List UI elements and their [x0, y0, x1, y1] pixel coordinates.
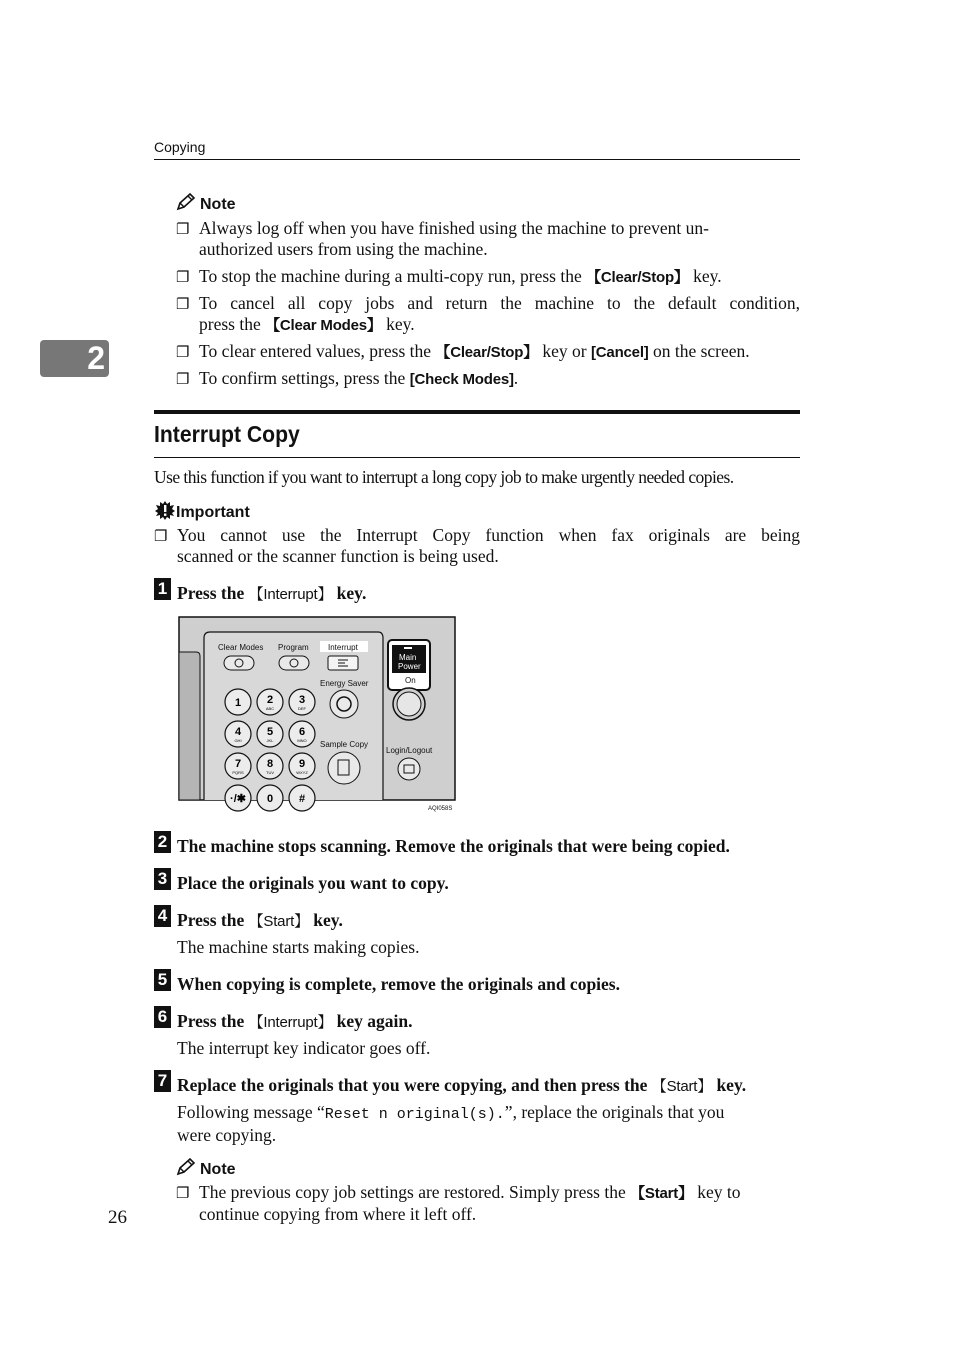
step-detail: Following message “Reset n original(s).”, replace the originals that you were copying. [177, 1102, 725, 1145]
keypad-digit: 8 [266, 758, 274, 770]
pencil-icon [176, 1158, 196, 1176]
keypad-digit: 2 [266, 694, 274, 706]
key-clear-modes: 【Clear Modes】 [265, 317, 382, 334]
section-rule-top [154, 410, 800, 414]
key-interrupt: 【Interrupt】 [248, 586, 333, 603]
step-text: Press the 【Start】 key. [177, 910, 343, 930]
pencil-icon [176, 193, 196, 211]
checkbox-bullet: ❐ [176, 297, 190, 313]
control-panel-illustration [178, 616, 458, 816]
keypad-key[interactable] [225, 785, 251, 811]
label-main-power-2: Power [398, 662, 421, 671]
step-text: Press the 【Interrupt】 key again. [177, 1011, 413, 1031]
running-header: Copying [154, 139, 206, 155]
keypad-key[interactable] [289, 785, 315, 811]
program-button[interactable] [279, 656, 309, 670]
keypad-letters: WXYZ [296, 770, 308, 775]
key-clear-stop: 【Clear/Stop】 [586, 269, 689, 286]
chapter-tab [40, 340, 109, 377]
keypad-letters: JKL [266, 738, 274, 743]
section-title: Interrupt Copy [154, 421, 300, 447]
keypad-key[interactable] [257, 785, 283, 811]
step-text: Press the 【Interrupt】 key. [177, 583, 367, 603]
step-number: 4 [154, 905, 171, 927]
label-program: Program [278, 643, 309, 652]
note-heading: Note [200, 1161, 236, 1178]
note-item: To confirm settings, press the [Check Modes]. [199, 368, 519, 388]
checkbox-bullet: ❐ [176, 345, 190, 361]
step-number: 1 [154, 578, 171, 600]
operation-switch[interactable] [393, 688, 425, 720]
section-rule-bottom [154, 457, 800, 458]
key-check-modes: [Check Modes] [409, 371, 514, 388]
step-number: 5 [154, 969, 171, 991]
interrupt-button[interactable] [328, 656, 358, 670]
sample-copy-button[interactable] [328, 752, 360, 784]
key-start: 【Start】 [248, 913, 309, 930]
note-item: To stop the machine during a multi-copy run, press the 【Clear/Stop】 key. [199, 266, 722, 286]
note-item: To clear entered values, press the 【Clear/Stop】 key or [Cancel] on the screen. [199, 341, 750, 361]
step-number: 6 [154, 1006, 171, 1028]
step-text: Replace the originals that you were copying, and then press the 【Start】 key. [177, 1075, 747, 1095]
keypad-letters: DEF [298, 706, 306, 711]
main-power-indicator [388, 640, 430, 690]
important-text: You cannot use the Interrupt Copy function when fax originals are being scanned or the scanner function is being used. [177, 525, 800, 566]
keypad-key[interactable] [289, 753, 315, 779]
keypad-letters: TUV [266, 770, 274, 775]
keypad-key[interactable] [225, 689, 251, 715]
keypad-key[interactable] [257, 753, 283, 779]
important-icon [154, 500, 176, 520]
step-text: When copying is complete, remove the originals and copies. [177, 974, 620, 994]
keypad-digit: 4 [234, 726, 242, 738]
keypad-letters: PQRS [232, 770, 244, 775]
checkbox-bullet: ❐ [176, 222, 190, 238]
figure-code: AQI058S [428, 806, 453, 812]
key-start: 【Start】 [630, 1185, 693, 1202]
label-clear-modes: Clear Modes [218, 643, 264, 652]
keypad-digit: 5 [266, 726, 274, 738]
energy-saver-button[interactable] [330, 690, 358, 718]
note-block [176, 1158, 236, 1179]
key-cancel: [Cancel] [591, 344, 649, 361]
checkbox-bullet: ❐ [176, 270, 190, 286]
keypad-digit: # [298, 793, 306, 805]
login-logout-button[interactable] [398, 758, 420, 780]
checkbox-bullet: ❐ [176, 372, 190, 388]
note-heading: Note [200, 196, 236, 213]
step-detail: The interrupt key indicator goes off. [177, 1038, 431, 1058]
page-number: 26 [108, 1207, 127, 1228]
step-number: 7 [154, 1070, 171, 1092]
keypad-key[interactable] [225, 721, 251, 747]
keypad-digit: 1 [234, 697, 242, 709]
key-clear-stop: 【Clear/Stop】 [435, 344, 539, 361]
checkbox-bullet: ❐ [176, 1186, 190, 1202]
note-item: Always log off when you have finished using the machine to prevent un- authorized users from using the machine. [199, 218, 709, 259]
keypad-digit: ·/✱ [230, 793, 246, 805]
keypad-key[interactable] [289, 721, 315, 747]
keypad-key[interactable] [257, 689, 283, 715]
label-sample-copy: Sample Copy [320, 740, 369, 749]
keypad-key[interactable] [225, 753, 251, 779]
label-on: On [405, 676, 416, 685]
chapter-number: 2 [87, 340, 105, 376]
message-text: Reset n original(s). [324, 1106, 505, 1123]
keypad-digit: 7 [234, 758, 242, 770]
important-heading: Important [176, 504, 250, 521]
clear-modes-button[interactable] [224, 656, 254, 670]
keypad-digit: 9 [298, 758, 306, 770]
section-intro: Use this function if you want to interrupt a long copy job to make urgently needed copies. [154, 467, 734, 487]
note-item: The previous copy job settings are restored. Simply press the 【Start】 key to continue copying from where it left off. [199, 1182, 741, 1224]
key-start: 【Start】 [651, 1078, 713, 1095]
step-text: The machine stops scanning. Remove the originals that were being copied. [177, 836, 730, 856]
label-main-power-1: Main [399, 653, 417, 662]
keypad-digit: 0 [266, 793, 274, 805]
label-login-logout: Login/Logout [386, 746, 433, 755]
note-item: To cancel all copy jobs and return the machine to the default condition, press the 【Clear Modes】 key. [199, 293, 800, 334]
important-block [154, 500, 250, 522]
keypad-key[interactable] [257, 721, 283, 747]
step-number: 3 [154, 868, 171, 890]
keypad-letters: ABC [265, 706, 275, 711]
label-energy-saver: Energy Saver [320, 679, 369, 688]
note-block [176, 193, 236, 214]
label-interrupt: Interrupt [328, 643, 358, 652]
keypad-digit: 6 [298, 726, 306, 738]
keypad-letters: GHI [234, 738, 242, 743]
header-rule [154, 159, 800, 160]
checkbox-bullet: ❐ [154, 529, 168, 545]
keypad-digit: 3 [298, 694, 306, 706]
keypad-letters: MNO [297, 738, 307, 743]
step-detail: The machine starts making copies. [177, 937, 420, 957]
step-number: 2 [154, 831, 171, 853]
step-text: Place the originals you want to copy. [177, 873, 449, 893]
keypad-key[interactable] [289, 689, 315, 715]
key-interrupt: 【Interrupt】 [248, 1014, 333, 1031]
